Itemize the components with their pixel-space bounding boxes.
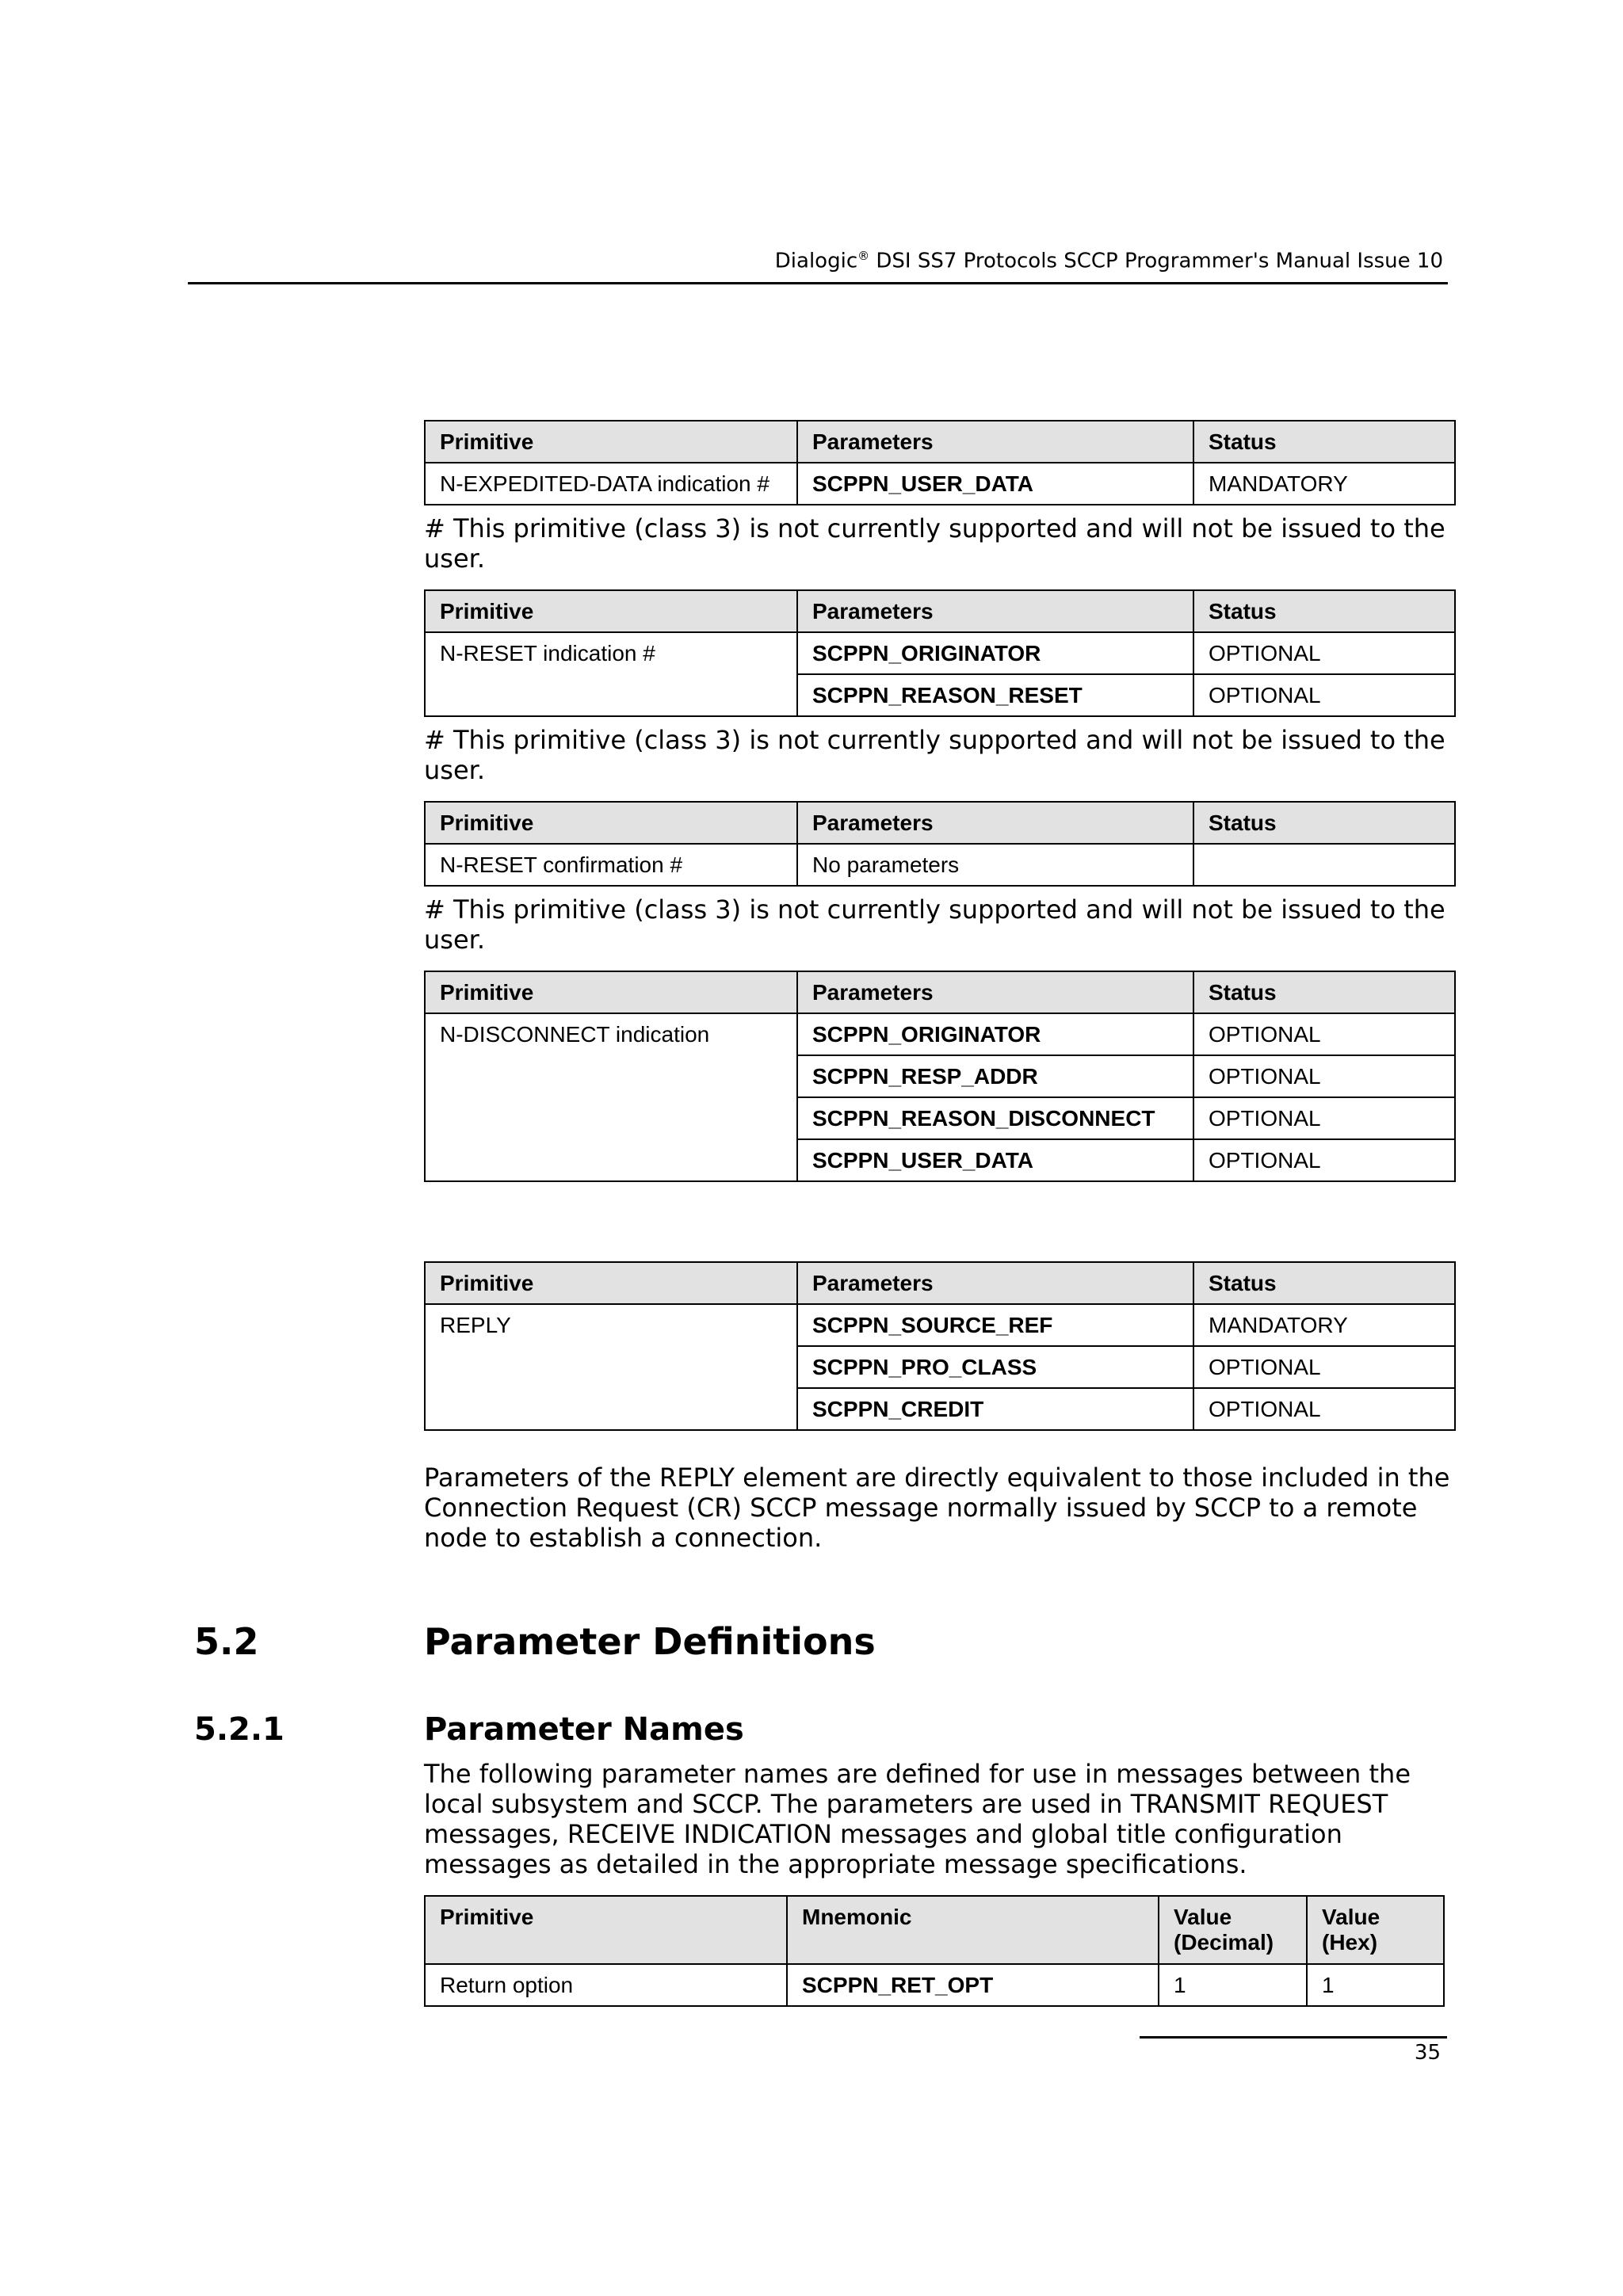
page-number: 35 — [1414, 2041, 1441, 2065]
parameter-cell: SCPPN_SOURCE_REF — [797, 1304, 1193, 1346]
header-status: Status — [1193, 802, 1455, 844]
status-cell: OPTIONAL — [1193, 1013, 1455, 1055]
section-title: Parameter Definitions — [424, 1620, 876, 1663]
primitive-table-reset-indication — [424, 589, 1456, 717]
header-parameters: Parameters — [797, 590, 1193, 632]
table-row — [425, 1964, 1444, 2006]
header-primitive: Primitive — [425, 421, 797, 463]
status-cell: OPTIONAL — [1193, 1346, 1455, 1388]
header-primitive: Primitive — [425, 1896, 787, 1964]
section-number: 5.2.1 — [194, 1711, 285, 1748]
parameter-cell: SCPPN_RESP_ADDR — [797, 1055, 1193, 1097]
status-cell: OPTIONAL — [1193, 1097, 1455, 1139]
primitive-cell: N-RESET confirmation # — [425, 844, 797, 886]
primitive-table-reset-confirmation — [424, 801, 1456, 887]
parameter-cell: SCPPN_CREDIT — [797, 1388, 1193, 1430]
footer-rule — [1140, 2036, 1447, 2039]
class3-note: # This primitive (class 3) is not currently supported and will not be issued to the user. — [424, 894, 1445, 955]
primitive-table-reply — [424, 1261, 1456, 1431]
table-row — [425, 1013, 1455, 1055]
header-parameters: Parameters — [797, 1262, 1193, 1304]
registered-mark: ® — [857, 249, 870, 263]
primitive-cell: Return option — [425, 1964, 787, 2006]
primitive-cell: N-EXPEDITED-DATA indication # — [425, 463, 797, 505]
primitive-cell: N-RESET indication # — [425, 632, 797, 716]
table-header-row — [425, 802, 1455, 844]
section-number: 5.2 — [194, 1620, 259, 1663]
parameter-cell: SCPPN_USER_DATA — [797, 1139, 1193, 1181]
status-cell: OPTIONAL — [1193, 1055, 1455, 1097]
header-primitive: Primitive — [425, 971, 797, 1013]
content-column — [424, 420, 1454, 1553]
primitive-table-disconnect-indication — [424, 971, 1456, 1182]
header-status: Status — [1193, 971, 1455, 1013]
header-parameters: Parameters — [797, 421, 1193, 463]
class3-note: # This primitive (class 3) is not currently supported and will not be issued to the user. — [424, 725, 1445, 785]
table-header-row — [425, 971, 1455, 1013]
header-value-hex: Value (Hex) — [1307, 1896, 1444, 1964]
decimal-value-cell: 1 — [1159, 1964, 1307, 2006]
parameter-cell: SCPPN_REASON_DISCONNECT — [797, 1097, 1193, 1139]
header-status: Status — [1193, 421, 1455, 463]
header-rule — [188, 282, 1448, 284]
section-5-2-1-body — [424, 1759, 1454, 2007]
table-row — [425, 632, 1455, 674]
parameter-cell: SCPPN_USER_DATA — [797, 463, 1193, 505]
mnemonic-cell: SCPPN_RET_OPT — [787, 1964, 1159, 2006]
header-brand: Dialogic — [774, 249, 858, 273]
status-cell: OPTIONAL — [1193, 674, 1455, 716]
header-status: Status — [1193, 590, 1455, 632]
table-header-row — [425, 1896, 1444, 1964]
status-cell: MANDATORY — [1193, 1304, 1455, 1346]
parameter-names-table — [424, 1895, 1445, 2007]
header-parameters: Parameters — [797, 802, 1193, 844]
running-header — [775, 249, 1443, 273]
primitive-cell: REPLY — [425, 1304, 797, 1430]
parameter-cell: SCPPN_REASON_RESET — [797, 674, 1193, 716]
table-header-row — [425, 1262, 1455, 1304]
header-parameters: Parameters — [797, 971, 1193, 1013]
primitive-cell: N-DISCONNECT indication — [425, 1013, 797, 1181]
class3-note: # This primitive (class 3) is not currently supported and will not be issued to the user. — [424, 513, 1445, 574]
status-cell: OPTIONAL — [1193, 632, 1455, 674]
status-cell: OPTIONAL — [1193, 1139, 1455, 1181]
header-primitive: Primitive — [425, 590, 797, 632]
reply-paragraph: Parameters of the REPLY element are directly equivalent to those included in the Connection Request (CR) SCCP message normally issued by SCCP to a remote node to establish a connection. — [424, 1463, 1450, 1553]
parameter-cell: SCPPN_ORIGINATOR — [797, 632, 1193, 674]
table-header-row — [425, 590, 1455, 632]
parameter-cell: SCPPN_PRO_CLASS — [797, 1346, 1193, 1388]
status-cell: OPTIONAL — [1193, 1388, 1455, 1430]
header-title: DSI SS7 Protocols SCCP Programmer's Manual Issue 10 — [869, 249, 1443, 273]
parameter-cell: No parameters — [797, 844, 1193, 886]
parameter-names-paragraph: The following parameter names are defined for use in messages between the local subsystem and SCCP. The parameters are used in TRANSMIT REQUEST messages, RECEIVE INDICATION messages and global title configuration messages as detailed in the appropriate message specifications. — [424, 1759, 1411, 1879]
header-primitive: Primitive — [425, 802, 797, 844]
header-mnemonic: Mnemonic — [787, 1896, 1159, 1964]
header-status: Status — [1193, 1262, 1455, 1304]
status-cell — [1193, 844, 1455, 886]
hex-value-cell: 1 — [1307, 1964, 1444, 2006]
table-row — [425, 1304, 1455, 1346]
header-primitive: Primitive — [425, 1262, 797, 1304]
status-cell: MANDATORY — [1193, 463, 1455, 505]
primitive-table-expedited-data — [424, 420, 1456, 505]
header-value-decimal: Value (Decimal) — [1159, 1896, 1307, 1964]
parameter-cell: SCPPN_ORIGINATOR — [797, 1013, 1193, 1055]
table-header-row — [425, 421, 1455, 463]
section-title: Parameter Names — [424, 1711, 744, 1748]
table-row — [425, 844, 1455, 886]
table-row — [425, 463, 1455, 505]
